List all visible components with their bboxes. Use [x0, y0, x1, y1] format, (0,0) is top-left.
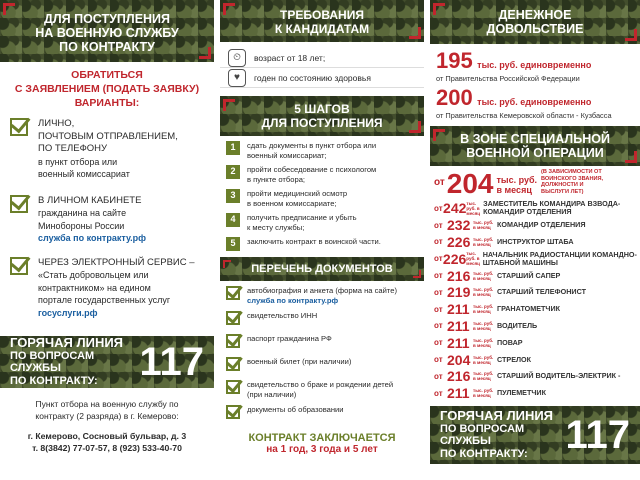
- document-text: свидетельство о браке и рождении детей: [247, 380, 394, 389]
- salary-position: СТАРШИЙ ВОДИТЕЛЬ-ЭЛЕКТРИК -: [497, 371, 621, 381]
- salary-row: [430, 217, 640, 234]
- salary-row: [430, 200, 640, 217]
- salary-unit: тыс. руб. в месяц: [473, 287, 494, 298]
- hotline-subtitle: ПО ВОПРОСАМ СЛУЖБЫ: [10, 349, 95, 374]
- salary-value: 204: [447, 351, 471, 368]
- header-banner-requirements: ТРЕБОВАНИЯ К КАНДИДАТАМ: [220, 0, 424, 42]
- hotline-banner-right[interactable]: ГОРЯЧАЯ ЛИНИЯ ПО ВОПРОСАМ СЛУЖБЫ ПО КОНТРАКТУ: 117: [430, 406, 640, 464]
- hotline-subtitle: ПО КОНТРАКТУ:: [10, 374, 98, 387]
- step-number: 4: [226, 213, 240, 227]
- salary-prefix: от: [434, 254, 443, 264]
- salary-position: ВОДИТЕЛЬ: [497, 320, 538, 330]
- salary-value: 226: [442, 250, 467, 267]
- step-text: в военном комиссариате;: [247, 198, 337, 208]
- requirement-item: [220, 48, 424, 68]
- column-pay: [430, 0, 640, 480]
- salary-prefix: от: [434, 220, 443, 230]
- document-item: [220, 405, 424, 419]
- salary-unit: тыс. руб. в месяц: [473, 371, 494, 382]
- hotline-number[interactable]: 117: [565, 412, 630, 457]
- salary-value: 211: [447, 385, 470, 402]
- option-title: В ЛИЧНОМ КАБИНЕТЕ: [38, 194, 142, 206]
- document-item: [220, 311, 424, 325]
- salary-unit: тыс. руб. в месяц: [466, 200, 481, 216]
- salary-unit: тыс. руб. в месяц: [473, 304, 494, 315]
- salary-position: ЗАМЕСТИТЕЛЬ КОМАНДИРА ВЗВОДА-КОМАНДИР ОТДЕЛЕНИЯ: [483, 199, 621, 217]
- salary-value: 211: [447, 301, 470, 318]
- salary-position: ГРАНАТОМЕТЧИК: [497, 304, 561, 314]
- column-requirements: [220, 0, 424, 480]
- step-text: получить предписание и убыть: [247, 213, 357, 222]
- salary-unit: тыс. руб. в месяц: [473, 337, 494, 348]
- payment-source: от Правительства Кемеровской области - Кузбасса: [436, 111, 612, 120]
- step-text: военный комиссариат;: [247, 150, 327, 160]
- svo-main-pay: от 204 тыс. руб. в месяц (В ЗАВИСИМОСТИ ОТ ВОИНСКОГО ЗВАНИЯ, ДОЛЖНОСТИ И ВЫСЛУГИ ЛЕТ): [430, 166, 640, 200]
- salary-prefix: от: [434, 338, 443, 348]
- salary-prefix: от: [434, 287, 443, 297]
- option-detail: в пункт отбора или: [38, 156, 118, 167]
- step-text: пройти собеседование с психологом: [247, 165, 377, 174]
- salary-position: ПОВАР: [497, 337, 523, 347]
- checkmark-icon: [10, 118, 28, 136]
- header-line: ПО КОНТРАКТУ: [59, 40, 155, 54]
- salary-unit: тыс. руб. в месяц: [473, 388, 494, 399]
- document-item: [220, 380, 424, 399]
- column-apply: [0, 0, 214, 480]
- checkmark-icon: [226, 286, 240, 300]
- payment-unit: тыс. руб. единовременно: [477, 97, 592, 107]
- document-text: (при наличии): [247, 389, 297, 399]
- header-banner-apply: [0, 0, 214, 62]
- salary-position: ИНСТРУКТОР ШТАБА: [497, 236, 574, 246]
- requirement-text: возраст от 18 лет;: [254, 52, 326, 63]
- header-banner-svo: В ЗОНЕ СПЕЦИАЛЬНОЙ ВОЕННОЙ ОПЕРАЦИИ: [430, 126, 640, 166]
- salary-prefix: от: [434, 371, 443, 381]
- salary-value: 216: [447, 368, 471, 385]
- header-banner-pay: ДЕНЕЖНОЕ ДОВОЛЬСТВИЕ: [430, 0, 640, 44]
- option-detail: гражданина на сайте: [38, 208, 127, 218]
- apply-title: ОБРАТИТЬСЯ С ЗАЯВЛЕНИЕМ (ПОДАТЬ ЗАЯВКУ) ВАРИАНТЫ:: [14, 69, 200, 109]
- salary-row: [430, 250, 640, 267]
- contract-info: [220, 432, 424, 455]
- step-text: сдать документы в пункт отбора или: [247, 141, 377, 150]
- header-line: НА ВОЕННУЮ СЛУЖБУ: [35, 26, 179, 40]
- office-phones[interactable]: т. 8(3842) 77-07-57, 8 (923) 533-40-70: [32, 443, 182, 453]
- checkmark-icon: [226, 311, 240, 325]
- heart-icon: ♥: [228, 69, 246, 87]
- checkmark-icon: [226, 405, 240, 419]
- document-item: [220, 286, 424, 305]
- header-banner-documents: ПЕРЕЧЕНЬ ДОКУМЕНТОВ: [220, 257, 424, 281]
- office-info: Пункт отбора на военную службу по контракту (2 разряда) в г. Кемерово: г. Кемерово, Сосновый бульвар, д. 3 т. 8(3842) 77-07-57, 8 (923) 533-40-70: [0, 398, 214, 454]
- step-text: к месту службы;: [247, 222, 305, 232]
- salary-unit: тыс. руб. в месяц: [466, 251, 480, 267]
- salary-prefix: от: [434, 271, 443, 281]
- apply-option: [0, 257, 214, 320]
- salary-prefix: от: [434, 321, 443, 331]
- document-text: документы об образовании: [247, 405, 344, 414]
- payment-amount: 200: [436, 85, 473, 110]
- checkmark-icon: [226, 357, 240, 371]
- step-item: [220, 189, 424, 208]
- option-title: ПОЧТОВЫМ ОТПРАВЛЕНИЕМ,: [38, 130, 178, 142]
- option-link[interactable]: служба по контракту.рф: [38, 233, 147, 243]
- step-number: 3: [226, 189, 240, 203]
- step-item: [220, 237, 424, 251]
- checkmark-icon: [10, 195, 28, 213]
- step-number: 2: [226, 165, 240, 179]
- step-number: 1: [226, 141, 240, 155]
- salary-value: 211: [447, 317, 470, 334]
- salary-position: ПУЛЕМЕТЧИК: [497, 388, 546, 398]
- option-detail: портале государственных услуг: [38, 295, 171, 305]
- salary-position: СТАРШИЙ САПЕР: [497, 270, 561, 280]
- payment-item: [430, 48, 640, 83]
- document-item: [220, 357, 424, 371]
- salary-row: [430, 301, 640, 318]
- salary-unit: тыс. руб. в месяц: [473, 354, 494, 365]
- document-item: [220, 334, 424, 348]
- salary-unit: тыс. руб. в месяц: [473, 236, 494, 247]
- step-text: пройти медицинский осмотр: [247, 189, 348, 198]
- hotline-banner[interactable]: [0, 336, 214, 388]
- header-line: ДЛЯ ПОСТУПЛЕНИЯ: [43, 12, 171, 26]
- salary-row: [430, 318, 640, 335]
- payment-source: от Правительства Российской Федерации: [436, 74, 580, 83]
- option-title: ЛИЧНО,: [38, 118, 75, 129]
- requirement-text: годен по состоянию здоровья: [254, 72, 371, 83]
- option-detail: Минобороны России: [38, 220, 125, 231]
- document-text: автобиография и анкета (форма на сайте): [247, 286, 398, 295]
- step-item: [220, 141, 424, 160]
- salary-row: [430, 234, 640, 251]
- checkmark-icon: [10, 257, 28, 275]
- salary-row: [430, 334, 640, 351]
- payment-unit: тыс. руб. единовременно: [477, 60, 592, 70]
- document-text: военный билет (при наличии): [247, 357, 352, 366]
- hotline-title: ГОРЯЧАЯ ЛИНИЯ: [10, 335, 124, 350]
- salary-unit: тыс. руб. в месяц: [473, 220, 494, 231]
- salary-unit: тыс. руб. в месяц: [473, 270, 494, 281]
- step-text: в пункте отбора;: [247, 174, 306, 184]
- payment-item: [430, 85, 640, 120]
- option-detail: контрактником» на едином: [38, 282, 151, 293]
- header-banner-steps: 5 ШАГОВ ДЛЯ ПОСТУПЛЕНИЯ: [220, 96, 424, 136]
- checkmark-icon: [226, 334, 240, 348]
- option-title: ЧЕРЕЗ ЭЛЕКТРОННЫЙ СЕРВИС –: [38, 256, 195, 268]
- requirement-item: [220, 68, 424, 88]
- step-item: [220, 165, 424, 184]
- contract-title: КОНТРАКТ ЗАКЛЮЧАЕТСЯ: [248, 432, 396, 444]
- salary-position: СТАРШИЙ ТЕЛЕФОНИСТ: [497, 287, 586, 297]
- salary-prefix: от: [434, 304, 443, 314]
- contract-terms: на 1 год, 3 года и 5 лет: [266, 444, 378, 455]
- option-title: ПО ТЕЛЕФОНУ: [38, 143, 108, 154]
- salary-value: 211: [447, 334, 470, 351]
- salary-row: [430, 385, 640, 402]
- salary-value: 219: [447, 284, 471, 301]
- calendar-icon: ⏲: [228, 49, 246, 67]
- hotline-number[interactable]: 117: [139, 339, 204, 384]
- salary-value: 232: [447, 217, 471, 234]
- option-detail: «Стать добровольцем или: [38, 270, 149, 280]
- salary-prefix: от: [434, 203, 443, 213]
- step-text: заключить контракт в воинской части.: [247, 237, 381, 246]
- salary-value: 216: [447, 267, 471, 284]
- checkmark-icon: [226, 380, 240, 394]
- salary-row: [430, 368, 640, 385]
- option-detail: военный комиссариат: [38, 169, 130, 179]
- document-text: паспорт гражданина РФ: [247, 334, 332, 343]
- salary-value: 242: [443, 200, 467, 217]
- payment-amount: 195: [436, 48, 473, 73]
- salary-row: [430, 351, 640, 368]
- salary-prefix: от: [434, 355, 443, 365]
- salary-row: [430, 284, 640, 301]
- apply-option: [0, 195, 214, 245]
- office-address: г. Кемерово, Сосновый бульвар, д. 3: [27, 431, 187, 441]
- apply-option: [0, 118, 214, 181]
- salary-position: КОМАНДИР ОТДЕЛЕНИЯ: [497, 220, 586, 230]
- svo-main-amount: 204: [446, 168, 494, 199]
- salary-prefix: от: [434, 237, 443, 247]
- salary-row: [430, 267, 640, 284]
- salary-unit: тыс. руб. в месяц: [473, 320, 494, 331]
- option-link[interactable]: госуслуги.рф: [38, 307, 98, 318]
- document-link[interactable]: служба по контракту.рф: [247, 295, 339, 305]
- salary-value: 226: [447, 233, 471, 250]
- svo-main-note: (В ЗАВИСИМОСТИ ОТ ВОИНСКОГО ЗВАНИЯ, ДОЛЖНОСТИ И ВЫСЛУГИ ЛЕТ): [541, 169, 604, 195]
- document-text: свидетельство ИНН: [247, 311, 318, 320]
- step-number: 5: [226, 237, 240, 251]
- step-item: [220, 213, 424, 232]
- salary-position: НАЧАЛЬНИК РАДИОСТАНЦИИ КОМАНДНО-ШТАБНОЙ МАШИНЫ: [482, 249, 637, 267]
- salary-position: СТРЕЛОК: [497, 354, 532, 364]
- salary-prefix: от: [434, 388, 443, 398]
